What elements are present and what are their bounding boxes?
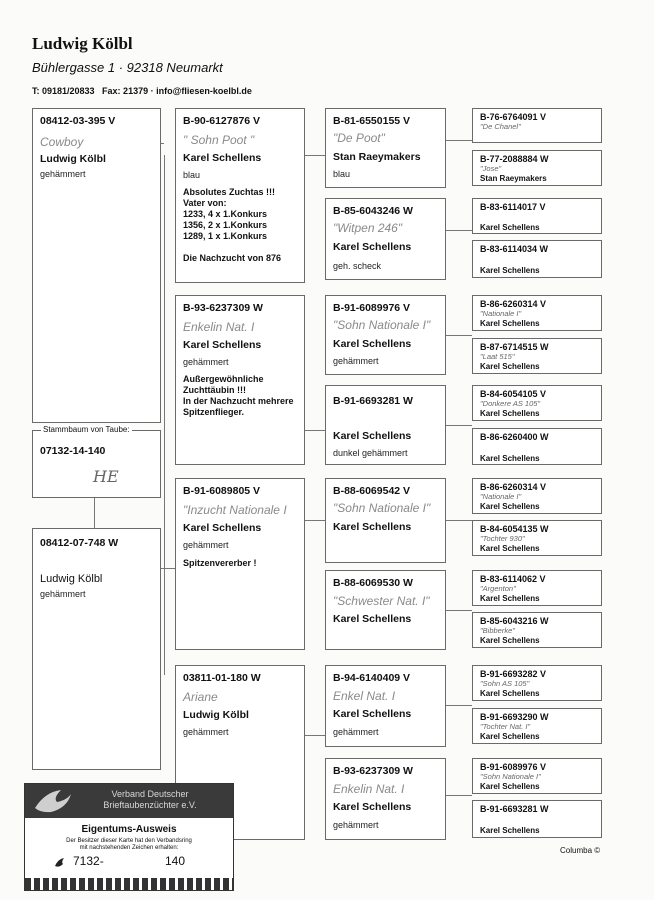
- connector-line: [160, 568, 175, 569]
- gen2-color: gehämmert: [333, 356, 379, 366]
- stammbaum-handwriting: HE: [93, 467, 119, 486]
- membership-card: [24, 783, 234, 891]
- gen1-box: [175, 108, 305, 283]
- gen2-name: Enkel Nat. I: [333, 689, 396, 703]
- gen2-ring: B-91-6693281 W: [333, 395, 413, 407]
- card-ring-end: 140: [165, 854, 186, 868]
- gen3-box: [472, 338, 602, 374]
- gen3-name: "Nationale I": [480, 309, 522, 318]
- gen3-ring: B-83-6114017 V: [480, 202, 546, 212]
- pigeon-small-icon: [53, 856, 67, 870]
- connector-line: [446, 425, 472, 426]
- stammbaum-box: [32, 425, 161, 498]
- gen1-color: gehämmert: [183, 357, 229, 367]
- gen3-ring: B-91-6089976 V: [480, 762, 547, 772]
- gen3-box: [472, 385, 602, 421]
- gen2-breeder: Karel Schellens: [333, 338, 412, 350]
- gen3-ring: B-84-6054135 W: [480, 524, 549, 534]
- gen2-breeder: Karel Schellens: [333, 613, 412, 625]
- gen3-box: [472, 665, 602, 701]
- breeder-contact: T: 09181/20833 Fax: 21379 · info@fliesen-koelbl.de: [32, 86, 252, 96]
- gen2-name: "Schwester Nat. I": [333, 594, 430, 608]
- gen3-ring: B-91-6693281 W: [480, 804, 549, 814]
- gen2-color: gehämmert: [333, 727, 379, 737]
- gen3-box: [472, 198, 602, 234]
- gen3-ring: B-86-6260314 V: [480, 482, 547, 492]
- gen3-breeder: Karel Schellens: [480, 594, 540, 603]
- gen3-name: "De Chanel": [480, 122, 521, 131]
- card-header: [25, 784, 233, 818]
- gen2-name: "Sohn Nationale I": [333, 318, 431, 332]
- gen2-ring: B-88-6069530 W: [333, 577, 413, 589]
- card-heading: Eigentums-Ausweis: [81, 824, 177, 835]
- gen3-box: [472, 478, 602, 514]
- gen2-breeder: Karel Schellens: [333, 801, 412, 813]
- gen3-breeder: Karel Schellens: [480, 409, 540, 418]
- gen3-breeder: Karel Schellens: [480, 223, 540, 232]
- gen2-box: [325, 570, 446, 650]
- gen2-name: "Witpen 246": [333, 221, 403, 235]
- gen3-name: "Tochter 930": [480, 534, 525, 543]
- connector-line: [446, 335, 472, 336]
- gen1-name: Enkelin Nat. I: [183, 320, 255, 334]
- gen1-ring: B-93-6237309 W: [183, 302, 263, 314]
- gen1-breeder: Karel Schellens: [183, 522, 262, 534]
- gen2-box: [325, 295, 446, 375]
- gen2-name: "Sohn Nationale I": [333, 501, 431, 515]
- connector-line: [305, 520, 325, 521]
- gen3-ring: B-91-6693290 W: [480, 712, 549, 722]
- gen2-box: [325, 478, 446, 563]
- gen2-ring: B-93-6237309 W: [333, 765, 413, 777]
- gen1-color: gehämmert: [183, 540, 229, 550]
- gen3-name: "Sohn AS 105": [480, 679, 530, 688]
- gen1-box: [175, 295, 305, 465]
- gen3-breeder: Karel Schellens: [480, 689, 540, 698]
- subject-box: [32, 108, 161, 423]
- connector-line: [446, 795, 472, 796]
- gen3-ring: B-84-6054105 V: [480, 389, 547, 399]
- subject-ring: 08412-03-395 V: [40, 115, 116, 127]
- connector-line: [94, 498, 95, 528]
- gen3-ring: B-83-6114062 V: [480, 574, 546, 584]
- gen2-ring: B-85-6043246 W: [333, 205, 413, 217]
- dam-subject-breeder: Ludwig Kölbl: [40, 573, 103, 585]
- gen1-box: [175, 478, 305, 650]
- gen3-box: [472, 520, 602, 556]
- gen1-ring: B-91-6089805 V: [183, 485, 261, 497]
- gen1-ring: B-90-6127876 V: [183, 115, 261, 127]
- connector-line: [164, 155, 165, 675]
- gen1-name: " Sohn Poot ": [183, 133, 255, 147]
- gen2-box: [325, 758, 446, 840]
- breeder-name: Ludwig Kölbl: [32, 34, 133, 53]
- gen3-breeder: Karel Schellens: [480, 544, 540, 553]
- connector-line: [305, 430, 325, 431]
- gen3-name: "Laat 515": [480, 352, 515, 361]
- gen3-name: "Nationale I": [480, 492, 522, 501]
- subject-breeder: Ludwig Kölbl: [40, 153, 106, 165]
- gen3-breeder: Stan Raeymakers: [480, 174, 547, 183]
- gen2-breeder: Karel Schellens: [333, 708, 412, 720]
- gen2-box: [325, 665, 446, 747]
- dam-subject-box: [32, 528, 161, 770]
- card-title: Verband Deutscher Brieftaubenzüchter e.V.: [103, 789, 197, 810]
- gen3-box: [472, 428, 602, 465]
- gen3-box: [472, 800, 602, 838]
- gen3-name: "Sohn Nationale I": [480, 772, 541, 781]
- gen1-breeder: Ludwig Kölbl: [183, 709, 249, 721]
- gen3-ring: B-83-6114034 W: [480, 244, 549, 254]
- gen3-box: [472, 108, 602, 143]
- gen2-color: dunkel gehämmert: [333, 448, 408, 458]
- copyright: Columba ©: [560, 846, 601, 855]
- connector-line: [446, 520, 472, 521]
- gen1-color: blau: [183, 170, 201, 180]
- gen3-box: [472, 708, 602, 744]
- gen3-breeder: Karel Schellens: [480, 454, 540, 463]
- gen2-ring: B-88-6069542 V: [333, 485, 411, 497]
- gen2-breeder: Karel Schellens: [333, 521, 412, 533]
- gen3-name: "Argenton": [480, 584, 516, 593]
- gen3-ring: B-86-6260400 W: [480, 432, 549, 442]
- gen2-ring: B-81-6550155 V: [333, 115, 411, 127]
- gen3-box: [472, 570, 602, 606]
- gen1-note: Absolutes Zuchtas !!! Vater von: 1233, 4 x 1.Konkurs 1356, 2 x 1.Konkurs 1289, 1 x 1.Konkurs Die Nachzucht von 876: [183, 187, 282, 263]
- gen2-color: blau: [333, 169, 351, 179]
- gen3-breeder: Karel Schellens: [480, 362, 540, 371]
- gen3-box: [472, 150, 602, 186]
- card-small-text: Der Besitzer dieser Karte hat den Verbandsring mit nachstehenden Zeichen erhalten:: [66, 838, 192, 851]
- gen3-breeder: Karel Schellens: [480, 732, 540, 741]
- dam-subject-color: gehämmert: [40, 589, 86, 599]
- gen1-name: Ariane: [183, 690, 218, 704]
- card-border-pattern: [25, 878, 233, 890]
- gen3-ring: B-91-6693282 V: [480, 669, 547, 679]
- gen2-box: [325, 198, 446, 280]
- gen3-box: [472, 240, 602, 278]
- gen3-box: [472, 295, 602, 331]
- gen2-breeder: Stan Raeymakers: [333, 151, 421, 163]
- gen2-ring: B-91-6089976 V: [333, 302, 411, 314]
- gen3-ring: B-77-2088884 W: [480, 154, 549, 164]
- gen2-breeder: Karel Schellens: [333, 241, 412, 253]
- gen3-ring: B-87-6714515 W: [480, 342, 549, 352]
- dam-subject-ring: 08412-07-748 W: [40, 537, 119, 549]
- gen2-color: geh. scheck: [333, 261, 382, 271]
- gen3-ring: B-85-6043216 W: [480, 616, 549, 626]
- card-ring-number: 7132-: [73, 854, 104, 868]
- gen3-name: "Bibberke": [480, 626, 515, 635]
- gen3-breeder: Karel Schellens: [480, 636, 540, 645]
- gen3-breeder: Karel Schellens: [480, 826, 540, 835]
- gen2-box: [325, 385, 446, 465]
- connector-line: [446, 140, 472, 141]
- connector-line: [305, 735, 325, 736]
- gen3-breeder: Karel Schellens: [480, 502, 540, 511]
- gen3-breeder: Karel Schellens: [480, 266, 540, 275]
- gen3-name: "Jose": [480, 164, 502, 173]
- gen2-name: Enkelin Nat. I: [333, 782, 405, 796]
- gen1-ring: 03811-01-180 W: [183, 672, 261, 684]
- stammbaum-ring: 07132-14-140: [40, 445, 106, 457]
- connector-line: [446, 230, 472, 231]
- gen1-note: Außergewöhnliche Zuchttäubin !!! In der Nachzucht mehrere Spitzenflieger.: [183, 374, 294, 417]
- gen1-note: Spitzenvererber !: [183, 558, 257, 568]
- gen3-ring: B-76-6764091 V: [480, 112, 547, 122]
- gen2-color: gehämmert: [333, 820, 379, 830]
- stammbaum-label: Stammbaum von Taube:: [43, 425, 130, 434]
- subject-color: gehämmert: [40, 169, 86, 179]
- connector-line: [305, 155, 325, 156]
- gen3-name: "Tochter Nat. I": [480, 722, 531, 731]
- gen3-breeder: Karel Schellens: [480, 782, 540, 791]
- gen2-breeder: Karel Schellens: [333, 430, 412, 442]
- breeder-address: Bühlergasse 1 · 92318 Neumarkt: [32, 60, 223, 75]
- gen2-ring: B-94-6140409 V: [333, 672, 411, 684]
- connector-line: [446, 610, 472, 611]
- gen1-name: "Inzucht Nationale I: [183, 503, 287, 517]
- gen3-box: [472, 612, 602, 648]
- gen3-box: [472, 758, 602, 794]
- gen3-name: "Donkere AS 105": [480, 399, 541, 408]
- gen1-color: gehämmert: [183, 727, 229, 737]
- subject-name: Cowboy: [40, 135, 84, 149]
- gen1-breeder: Karel Schellens: [183, 339, 262, 351]
- pigeon-logo-icon: [31, 786, 75, 816]
- gen1-breeder: Karel Schellens: [183, 152, 262, 164]
- gen3-ring: B-86-6260314 V: [480, 299, 547, 309]
- gen3-breeder: Karel Schellens: [480, 319, 540, 328]
- connector-line: [446, 705, 472, 706]
- gen2-box: [325, 108, 446, 188]
- gen2-name: "De Poot": [333, 131, 385, 145]
